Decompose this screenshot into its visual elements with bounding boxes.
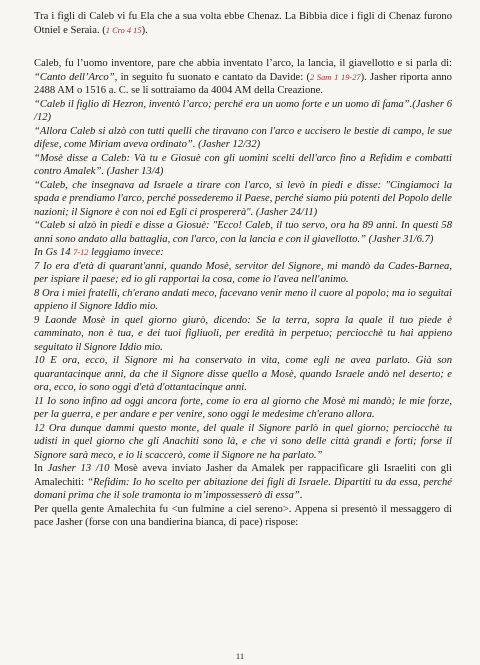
refidim-quote: “Refidim: Io ho scelto per abitazione dei figli di Israele. Dipartiti tu da essa, perché domani prima che il sole tramonta io m’impossesserò di essa”: [34, 476, 452, 501]
verse-12: 12 Ora dunque dammi questo monte, del quale il Signore parlò in quel giorno; perciocchè tu udisti in quel giorno che gli Anachiti sono là, e che vi sono delle città grandi e forti; forse il Signore sarà meco, e io li scaccerò, come il Signore ne ha parlato.”: [34, 422, 452, 461]
joshua-intro: In Gs 14 7-12 leggiamo invece:: [34, 247, 164, 258]
scripture-reference: 2 Sam 1 19-27: [309, 72, 361, 82]
verse-8: 8 Ora i miei fratelli, ch'erano andati meco, facevano venir meno il cuore al popolo; ma io seguitai appieno il Signore Iddio mio.: [34, 287, 452, 312]
page-number: 11: [235, 651, 245, 661]
scripture-reference: 7-12: [73, 248, 89, 257]
paragraph-jasher-amalek: In Jasher 13 /10 Mosè aveva inviato Jasher da Amalek per rappacificare gli Israeliti con gli Amalechiti: “Refidim: Io ho scelto per abitazione dei figli di Israele. Dipartiti tu da essa, perché domani prima che il sole tramonta io m’impossesserò di essa”.: [34, 463, 452, 501]
paragraph-caleb-descendants: Tra i figli di Caleb vi fu Ela che a sua volta ebbe Chenaz. La Bibbia dice i figli di Chenaz furono Otniel e Seraia. (1 Cro 4 15).: [34, 11, 452, 36]
verse-10: 10 E ora, ecco, il Signore mi ha conservato in vita, come egli ne avea parlato. Già son quarantacinque anni, da che il Signore disse quello a Mosè, quando Israele andò nel deserto; e ora, ecco, io sono oggi d'età d'ottantacinque anni.: [34, 355, 452, 393]
paragraph-amalekite-response: Per quella gente Amalechita fu <un fulmine a ciel sereno>. Appena si presentò il messaggero di pace Jasher (forse con una bandierina bianca, di pace) rispose:: [34, 503, 452, 528]
jasher-quote-1: “Caleb il figlio di Hezron, inventò l’arco; perché era un uomo forte e un uomo di fama”.(Jasher 6 /12): [34, 98, 452, 123]
scripture-reference: Jasher 13 /10: [47, 463, 110, 474]
jasher-quote-5: “Caleb si alzò in piedi e disse a Giosuè: "Ecco! Caleb, il tuo servo, ora ha 89 anni. In questi 58 anni sono andato alla battaglia, con l'arco, con la lancia e con il giavellotto.” (Jasher 31/6.7): [34, 220, 452, 245]
jasher-quote-3: “Mosè disse a Caleb: Và tu e Giosuè con gli uomini scelti dell'arco fino a Refidim e combatti contro Amalek”. (Jasher 13/4): [34, 152, 452, 177]
scripture-reference: 1 Cro 4 15: [105, 25, 142, 35]
paragraph-text: Tra i figli di Caleb vi fu Ela che a sua volta ebbe Chenaz. La Bibbia dice i figli di Chenaz furono Otniel e Seraia.: [34, 11, 452, 36]
verse-9: 9 Laonde Mosè in quel giorno giurò, dicendo: Se la terra, sopra la quale il tuo piede è camminato, non è tua, e dei tuoi figliuoli, per eredità in perpetuo; perciocchè tu hai appieno seguitato il Signore Iddio mio.: [34, 314, 452, 353]
jasher-quote-4: “Caleb, che insegnava ad Israele a tirare con l'arco, si levò in piedi e disse: "Cingiamoci la spada e prendiamo l'arco, perché possederemo il Paese, perché siamo più potenti del Popolo delle nazioni; il Signore è con noi ed Egli ci prospererà". (Jasher 24/11): [34, 179, 452, 218]
verse-7: 7 Io era d'età di quarant'anni, quando Mosè, servitor del Signore, mi mandò da Cades-Barnea, per ispiare il paese; ed io gli rapportai la cosa, come io l'avea nell'animo.: [34, 260, 452, 285]
verse-11: 11 Io sono infino ad oggi ancora forte, come io era al giorno che Mosè mi mandò; le mie forze, per la guerra, e per andare e per venire, sono oggi le medesime ch'erano allora.: [34, 395, 452, 420]
paragraph-caleb-inventor: Caleb, fu l’uomo inventore, pare che abbia inventato l’arco, la lancia, il giavellotto e si parla di: “Canto dell’Arco”, in seguito fu suonato e cantato da Davide: (2 Sam 1 19-27). Jasher riporta anno 2488 AM o 1516 a. C. se li sottraiamo da 4004 AM della Creazione.: [34, 58, 452, 96]
jasher-quote-2: “Allora Caleb si alzò con tutti quelli che tiravano con l'arco e uccisero le bestie di campo, le sue difese, come Miriam aveva ordinato”. (Jasher 12/32): [34, 125, 452, 150]
song-title: “Canto dell’Arco”: [34, 71, 115, 83]
paragraph-gap: [34, 37, 452, 57]
